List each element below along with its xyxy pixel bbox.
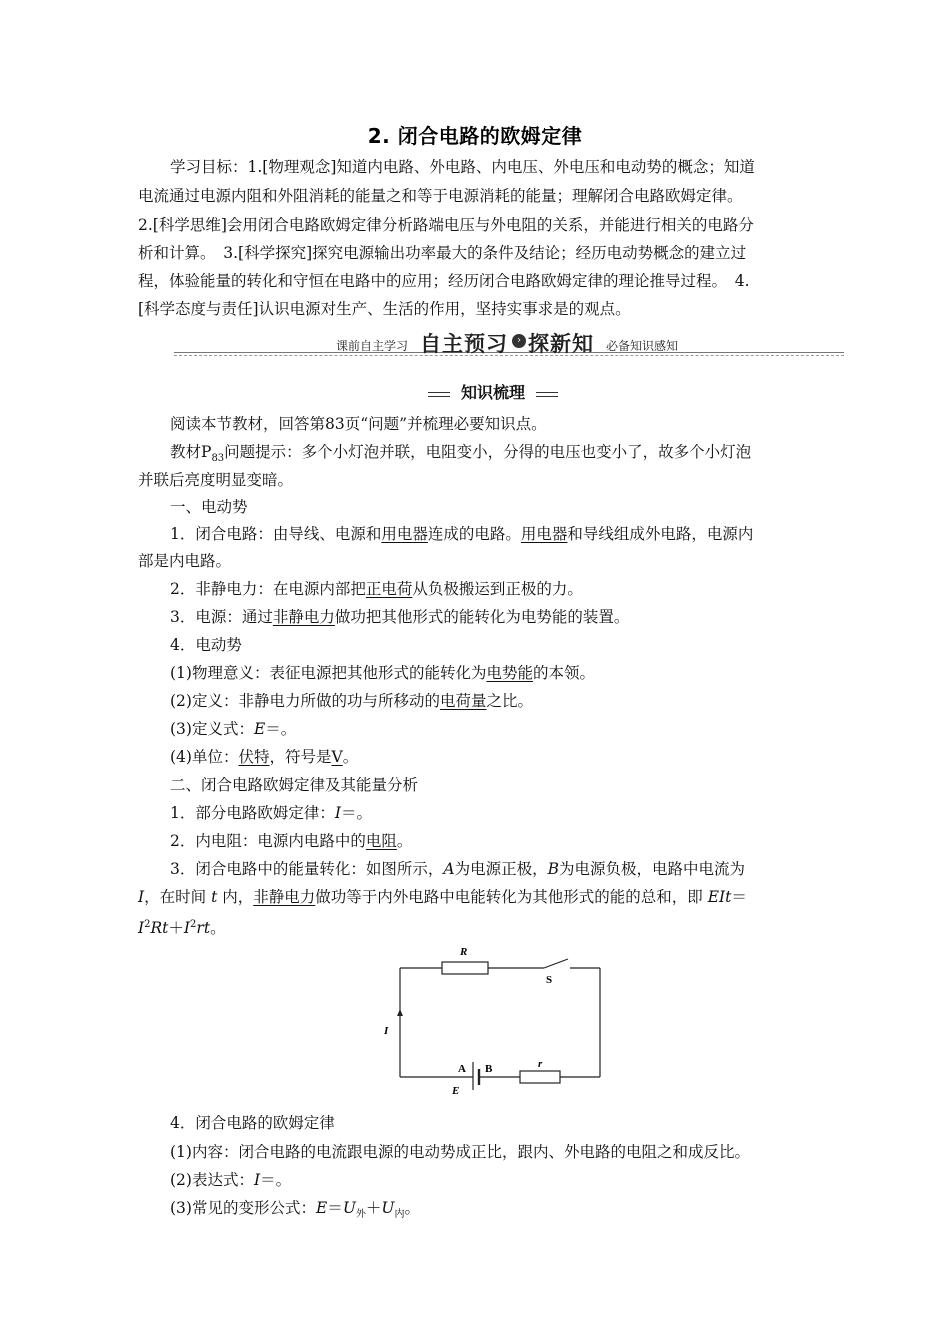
- banner-left-label: 课前自主学习: [336, 339, 409, 353]
- objectives-line-2: 电流通过电源内阻和外阻消耗的能量之和等于电源消耗的能量；理解闭合电路欧姆定律。: [138, 187, 743, 205]
- label-A: A: [458, 1063, 466, 1075]
- item-4-3: (3)定义式：E＝。: [170, 720, 297, 738]
- s2-item-3-line-3: $I^2Rt+I^2rt$。: [138, 919, 226, 938]
- label-R: R: [460, 946, 468, 958]
- chevron-right-icon: ›: [512, 334, 526, 348]
- s2-item-4-3: (3)常见的变形公式：$E=U_外+U_内$。: [170, 1199, 420, 1221]
- label-S: S: [546, 974, 553, 986]
- page-title: 2. 闭合电路的欧姆定律: [367, 124, 583, 148]
- s2-item-4: 4．闭合电路的欧姆定律: [170, 1114, 335, 1132]
- s2-item-3-line-2: I，在时间 t 内，非静电力做功等于内外电路中电能转化为其他形式的能的总和，即 EIt＝: [138, 888, 747, 906]
- banner-right-label: 必备知识感知: [606, 339, 679, 353]
- intro-line-1: 阅读本节教材，回答第83页“问题”并梳理必要知识点。: [170, 415, 547, 433]
- s2-item-3: 3．闭合电路中的能量转化：如图所示，A为电源正极，B为电源负极，电路中电流为: [170, 860, 745, 878]
- section-1-heading: 一、电动势: [170, 498, 248, 516]
- s2-item-1: 1．部分电路欧姆定律：I＝。: [170, 804, 373, 822]
- intro-line-3: 并联后亮度明显变暗。: [138, 471, 294, 489]
- banner-title-right: 探新知: [528, 332, 594, 356]
- s2-item-4-1: (1)内容：闭合电路的电流跟电源的电动势成正比，跟内、外电路的电阻之和成反比。: [170, 1143, 750, 1161]
- s2-item-2: 2．内电阻：电源内电路中的电阻。: [170, 832, 413, 850]
- switch-S: [544, 959, 568, 968]
- section-2-heading: 二、闭合电路欧姆定律及其能量分析: [170, 776, 419, 794]
- item-4-2: (2)定义：非静电力所做的功与所移动的电荷量之比。: [170, 692, 533, 710]
- item-3: 3．电源：通过非静电力做功把其他形式的能转化为电势能的装置。: [170, 608, 630, 626]
- item-4: 4．电动势: [170, 636, 242, 654]
- intro-line-2: 教材$P_{83}$问题提示：多个小灯泡并联，电阻变小，分得的电压也变小了，故多个小灯泡: [170, 443, 752, 465]
- circuit-diagram: [380, 940, 620, 1097]
- current-arrow-icon: [397, 1009, 403, 1016]
- label-E: E: [452, 1085, 460, 1097]
- section-tag: 知识梳理: [428, 382, 558, 404]
- resistor-R: [442, 962, 488, 974]
- item-2: 2．非静电力：在电源内部把正电荷从负极搬运到正极的力。: [170, 580, 583, 598]
- item-4-1: (1)物理意义：表征电源把其他形式的能转化为电势能的本领。: [170, 664, 595, 682]
- objectives-line-6: [科学态度与责任]认识电源对生产、生活的作用，坚持实事求是的观点。: [138, 300, 631, 318]
- s2-item-4-2: (2)表达式：I＝。: [170, 1171, 292, 1189]
- item-1-cont: 部是内电路。: [138, 552, 232, 570]
- label-I: I: [384, 1025, 389, 1037]
- resistor-r: [520, 1071, 560, 1083]
- label-r: r: [538, 1058, 543, 1070]
- item-1: 1．闭合电路：由导线、电源和用电器连成的电路。用电器和导线组成外电路，电源内: [170, 525, 754, 543]
- banner-title-left: 自主预习: [420, 332, 508, 356]
- section-banner: [174, 328, 844, 360]
- objectives-line-4: 析和计算。 3.[科学探究]探究电源输出功率最大的条件及结论；经历电动势概念的建立过: [138, 244, 747, 262]
- objectives-line-3: 2.[科学思维]会用闭合电路欧姆定律分析路端电压与外电阻的关系，并能进行相关的电路分: [138, 216, 754, 234]
- objectives-line-5: 程，体验能量的转化和守恒在电路中的应用；经历闭合电路欧姆定律的理论推导过程。 4.: [138, 272, 750, 290]
- objectives-line-1: 学习目标：1.[物理观念]知道内电路、外电路、内电压、外电压和电动势的概念；知道: [170, 158, 755, 176]
- item-4-4: (4)单位：伏特，符号是V。: [170, 748, 359, 766]
- label-B: B: [485, 1063, 493, 1075]
